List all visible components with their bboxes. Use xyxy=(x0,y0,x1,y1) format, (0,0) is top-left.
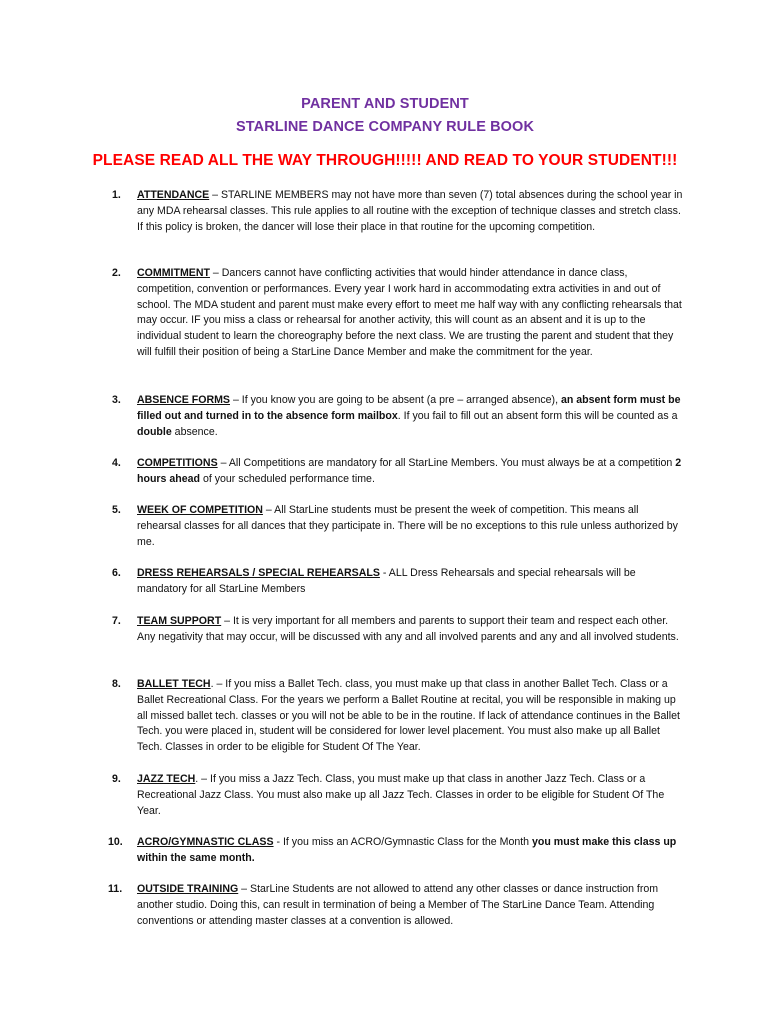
rule-heading: ATTENDANCE xyxy=(137,189,210,201)
rule-heading: COMMITMENT xyxy=(137,267,210,279)
rule-number: 10. xyxy=(108,836,123,848)
rule-text: If you miss an ACRO/Gymnastic Class for the Month xyxy=(282,836,533,848)
rule-text: STARLINE MEMBERS may not have more than seven (7) total absences during the school year in any MDA rehearsal classes. This rule applies to all routine with the exception of technique classes and stretch class. If this policy is broken, the dancer will lose their place in that routine for the upcoming competition. xyxy=(137,189,683,233)
rule-text: All Competitions are mandatory for all StarLine Members. You must always be at a competition xyxy=(228,457,676,469)
rule-number: 9. xyxy=(112,773,121,785)
rule-separator: – xyxy=(209,189,221,201)
rule-body xyxy=(137,677,684,756)
rule-emphasis: 2 hours ahead xyxy=(137,457,682,485)
rule-separator: . – xyxy=(210,678,226,690)
rule-number: 4. xyxy=(112,457,121,469)
rule-body xyxy=(137,772,684,819)
rule-separator: - xyxy=(379,567,389,579)
read-through-warning: PLEASE READ ALL THE WAY THROUGH!!!!! AND READ TO YOUR STUDENT!!! xyxy=(92,152,678,169)
rule-heading: TEAM SUPPORT xyxy=(137,615,222,627)
rule-heading: WEEK OF COMPETITION xyxy=(137,504,263,516)
title-line-1: PARENT AND STUDENT xyxy=(301,96,469,112)
rule-heading: ABSENCE FORMS xyxy=(137,394,230,406)
rule-body xyxy=(137,614,684,646)
rule-heading: BALLET TECH xyxy=(137,678,211,690)
rule-number: 2. xyxy=(112,267,121,279)
rule-body xyxy=(137,266,684,361)
rule-text: If you miss a Jazz Tech. Class, you must make up that class in another Jazz Tech. Class or a Recreational Jazz Class. You must also make up all Jazz Tech. Classes in order to be eligible for Student Of The Year. xyxy=(137,773,665,817)
rule-text: If you know you are going to be absent (a pre – arranged absence), xyxy=(241,394,561,406)
rule-number: 1. xyxy=(112,189,121,201)
rule-number: 7. xyxy=(112,615,121,627)
rule-separator: – xyxy=(230,394,242,406)
rule-emphasis: you must make this class up within the same month. xyxy=(137,836,677,864)
rule-separator: – xyxy=(217,457,229,469)
rule-body xyxy=(137,188,684,235)
rule-number: 8. xyxy=(112,678,121,690)
rule-heading: DRESS REHEARSALS / SPECIAL REHEARSALS xyxy=(137,567,380,579)
rule-heading: ACRO/GYMNASTIC CLASS xyxy=(137,836,274,848)
rule-number: 6. xyxy=(112,567,121,579)
rule-body xyxy=(137,456,684,488)
rule-separator: – xyxy=(238,883,251,895)
rule-text: absence. xyxy=(171,425,218,438)
rule-text: It is very important for all members and parents to support their team and respect each other. Any negativity that may occur, will be discussed with any and all involved parents and any and all involved students. xyxy=(137,615,679,643)
rule-body xyxy=(137,882,684,929)
rule-heading: OUTSIDE TRAINING xyxy=(137,883,239,895)
rule-body xyxy=(137,835,684,867)
rule-number: 3. xyxy=(112,394,121,406)
rule-body xyxy=(137,503,684,550)
rule-heading: COMPETITIONS xyxy=(137,457,218,469)
rule-text: Dancers cannot have conflicting activities that would hinder attendance in dance class, competition, convention or performances. Every year I work hard in accommodating extra activities in and out of school. The MDA student and parent must make every effort to meet me half way with any conflicting rehearsals that may occur. IF you miss a class or rehearsal for another activity, this will count as an absent and it is up to the individual student to learn the choreography before the next class. We are trusting the parent and student that they will fulfill their position of being a StarLine Dance Member and make the commitment for the year. xyxy=(137,267,682,358)
rule-text: StarLine Students are not allowed to attend any other classes or dance instruction from another studio. Doing this, can result in termination of being a Member of The StarLine Dance Team. Attending conventions or attending master classes at a convention is allowed. xyxy=(137,883,659,927)
rule-number: 5. xyxy=(112,504,121,516)
rule-body xyxy=(137,393,684,440)
rule-heading: JAZZ TECH xyxy=(137,773,196,785)
rule-separator: – xyxy=(262,504,275,516)
rule-text: ALL Dress Rehearsals and special rehearsals will be mandatory for all StarLine Members xyxy=(137,567,636,595)
rule-number: 11. xyxy=(108,883,123,895)
rule-separator: . – xyxy=(195,773,210,785)
rule-emphasis: an absent form must be filled out and turned in to the absence form mailbox xyxy=(137,394,681,422)
rule-separator: - xyxy=(273,836,283,848)
rule-emphasis: double xyxy=(137,425,172,438)
rule-text: All StarLine students must be present the week of competition. This means all rehearsal classes for all dances that they participate in. There will be no exceptions to this rule unless authorized by me. xyxy=(137,504,678,548)
rule-text: If you miss a Ballet Tech. class, you must make up that class in another Ballet Tech. Class or a Ballet Recreational Class. For the years we perform a Ballet Routine at recital, you will be responsible in making up all missed ballet tech. classes or you will not be able to be in the routine. If lack of attendance continues in the Ballet Tech. you were placed in, student will be considered for lower level placement. You must also make up all Ballet Tech. Classes in order to be eligible for Student Of The Year. xyxy=(137,678,680,754)
rule-separator: – xyxy=(221,615,233,627)
rule-text: . If you fail to fill out an absent form this will be counted as a xyxy=(397,409,678,422)
rule-separator: – xyxy=(209,267,222,279)
rule-text: of your scheduled performance time. xyxy=(200,472,375,485)
rule-body xyxy=(137,566,684,598)
title-line-2: STARLINE DANCE COMPANY RULE BOOK xyxy=(235,119,535,135)
